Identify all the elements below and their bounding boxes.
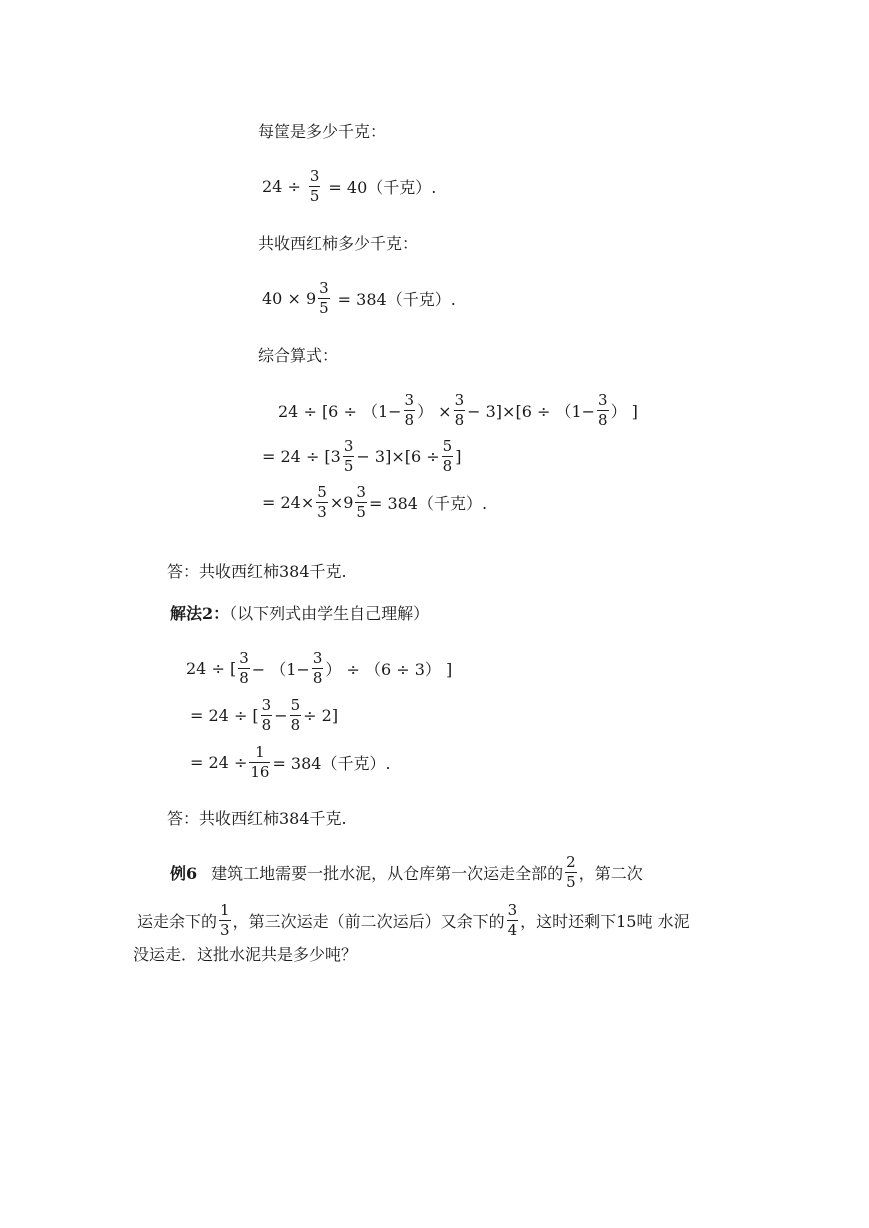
fraction: $\frac{3}{8}$	[312, 648, 323, 687]
eq-text: − （1−	[251, 659, 310, 679]
example-6-line-2	[137, 896, 690, 944]
eq-text: = 24 ÷ [3	[262, 446, 341, 466]
fraction: $\frac{5}{8}$	[442, 436, 453, 475]
method-2-line-1	[186, 644, 452, 692]
example-6-line-1	[170, 848, 643, 896]
problem-text: 运走余下的	[137, 911, 218, 931]
answer-2: 答：共收西红柿384千克.	[167, 809, 347, 828]
fraction: $\frac{5}{3}$	[317, 482, 327, 521]
eq-text: = 384（千克）.	[368, 493, 488, 513]
problem-text: 建筑工地需要一批水泥，从仓库第一次运走全部的	[211, 863, 564, 883]
problem-text: ，第二次	[578, 863, 643, 883]
eq-text: −	[274, 705, 288, 725]
eq-text: = 24×	[262, 492, 315, 512]
eq-text: ） ]	[610, 401, 638, 421]
fraction: $\frac{2}{5}$	[566, 852, 576, 891]
eq-text: = 40（千克）.	[328, 177, 437, 197]
combined-line-1	[278, 386, 638, 434]
method-2-line-2	[190, 691, 338, 739]
combined-line-3	[262, 478, 487, 526]
eq-text: = 24 ÷	[190, 752, 248, 772]
problem-text: ，这时还剩下15吨 水泥	[520, 911, 690, 931]
fraction: $\frac{3}{5}$	[356, 482, 366, 521]
fraction: $\frac{5}{8}$	[290, 695, 301, 734]
fraction: $\frac{3}{4}$	[507, 900, 518, 939]
fraction: $\frac{3}{8}$	[454, 390, 465, 429]
problem-text: ，第三次运走（前二次运后）又余下的	[232, 911, 505, 931]
fraction: $\frac{3}{8}$	[239, 648, 249, 687]
fraction: $\frac{3}{8}$	[598, 390, 608, 429]
fraction: $\frac{3}{8}$	[404, 390, 415, 429]
fraction: $\frac{1}{3}$	[220, 900, 230, 939]
eq-text: = 24 ÷ [	[190, 705, 259, 725]
eq-text: 24 ÷	[262, 176, 301, 196]
eq-text: ]	[455, 446, 462, 466]
eq-text: ） ÷ （6 ÷ 3） ]	[325, 659, 453, 679]
eq-text: ） ×	[417, 401, 452, 421]
eq-text: 24 ÷ [	[186, 658, 237, 678]
step-label-combined: 综合算式：	[258, 346, 339, 365]
method-2-title: 解法2：	[170, 604, 230, 623]
fraction: $\frac{3}{5}$	[343, 436, 354, 475]
eq-text: 24 ÷ [6 ÷ （1−	[278, 401, 402, 421]
example-6-label: 例6	[170, 863, 198, 883]
eq-text: = 384（千克）.	[337, 289, 456, 309]
method-2-heading	[170, 604, 429, 624]
equation-total	[262, 274, 456, 322]
example-6-line-3: 没运走．这批水泥共是多少吨？	[133, 945, 358, 964]
eq-text: ×9	[329, 492, 354, 512]
eq-text: − 3]×[6 ÷	[356, 446, 440, 466]
step-label-per-basket: 每筐是多少千克：	[258, 122, 387, 141]
fraction: $\frac{1}{16}$	[250, 742, 270, 781]
method-2-line-3	[190, 738, 391, 786]
fraction: $\frac{3}{5}$	[319, 278, 329, 317]
eq-text: 40 × 9	[262, 288, 317, 308]
eq-text: ÷ 2]	[303, 705, 339, 725]
eq-text: = 384（千克）.	[272, 753, 391, 773]
equation-per-basket	[262, 162, 436, 210]
answer-1: 答：共收西红柿384千克.	[167, 562, 347, 581]
eq-text: − 3]×[6 ÷ （1−	[467, 401, 596, 421]
step-label-total: 共收西红柿多少千克：	[258, 234, 419, 253]
fraction: $\frac{3}{5}$	[309, 166, 320, 205]
fraction: $\frac{3}{8}$	[261, 695, 272, 734]
combined-line-2	[262, 432, 461, 480]
method-2-note: （以下列式由学生自己理解）	[229, 604, 430, 623]
